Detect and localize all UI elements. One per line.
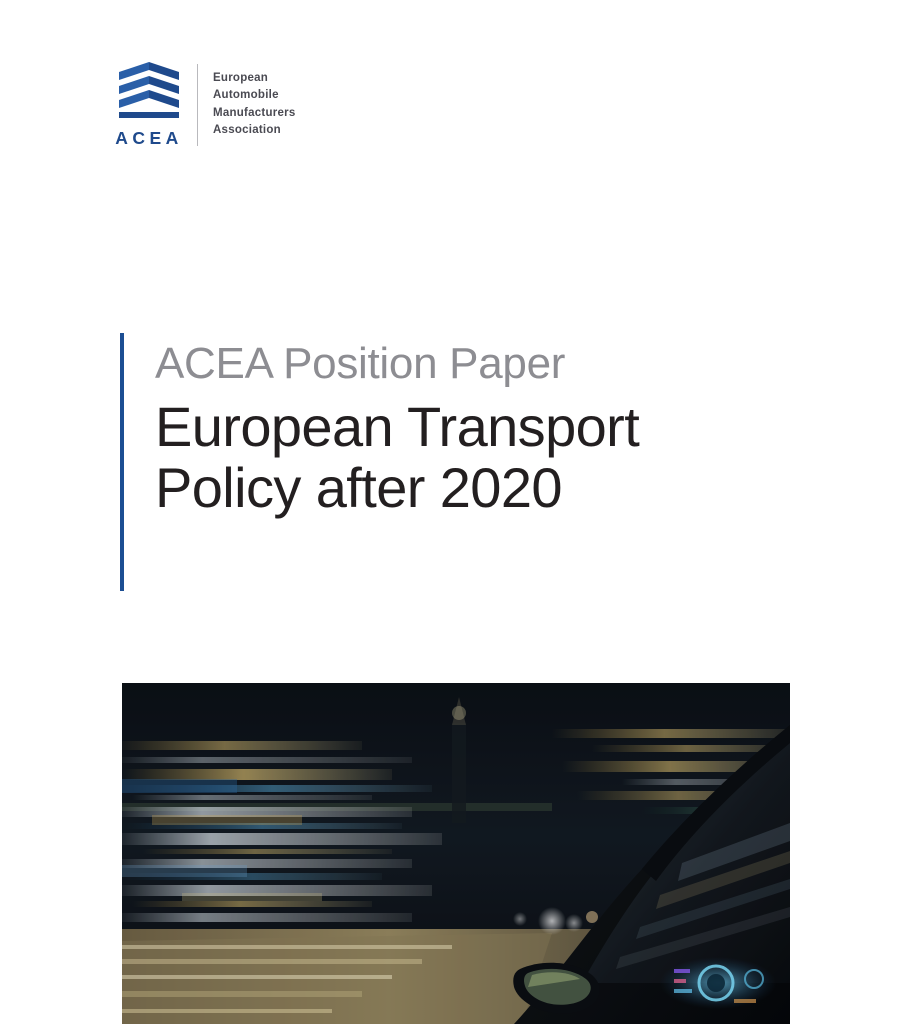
organisation-line-4: Association xyxy=(213,123,281,136)
cover-title-block xyxy=(120,333,639,591)
acea-acronym: ACEA xyxy=(115,128,183,148)
document-kicker: ACEA Position Paper xyxy=(155,339,566,388)
organisation-name xyxy=(213,70,296,140)
acea-logo-icon xyxy=(116,60,182,122)
organisation-line-3: Manufacturers xyxy=(213,106,296,119)
page-title xyxy=(155,396,639,519)
page-title-line-1: European Transport xyxy=(155,394,640,458)
acea-logo xyxy=(113,60,296,149)
night-city-car-motion-blur-photo xyxy=(122,683,790,1024)
page-title-line-2: Policy after 2020 xyxy=(155,456,562,520)
organisation-line-2: Automobile xyxy=(213,89,279,102)
acea-logo-mark xyxy=(113,60,185,149)
logo-divider xyxy=(197,64,198,146)
organisation-line-1: European xyxy=(213,71,269,84)
cover-photo xyxy=(122,683,790,1024)
